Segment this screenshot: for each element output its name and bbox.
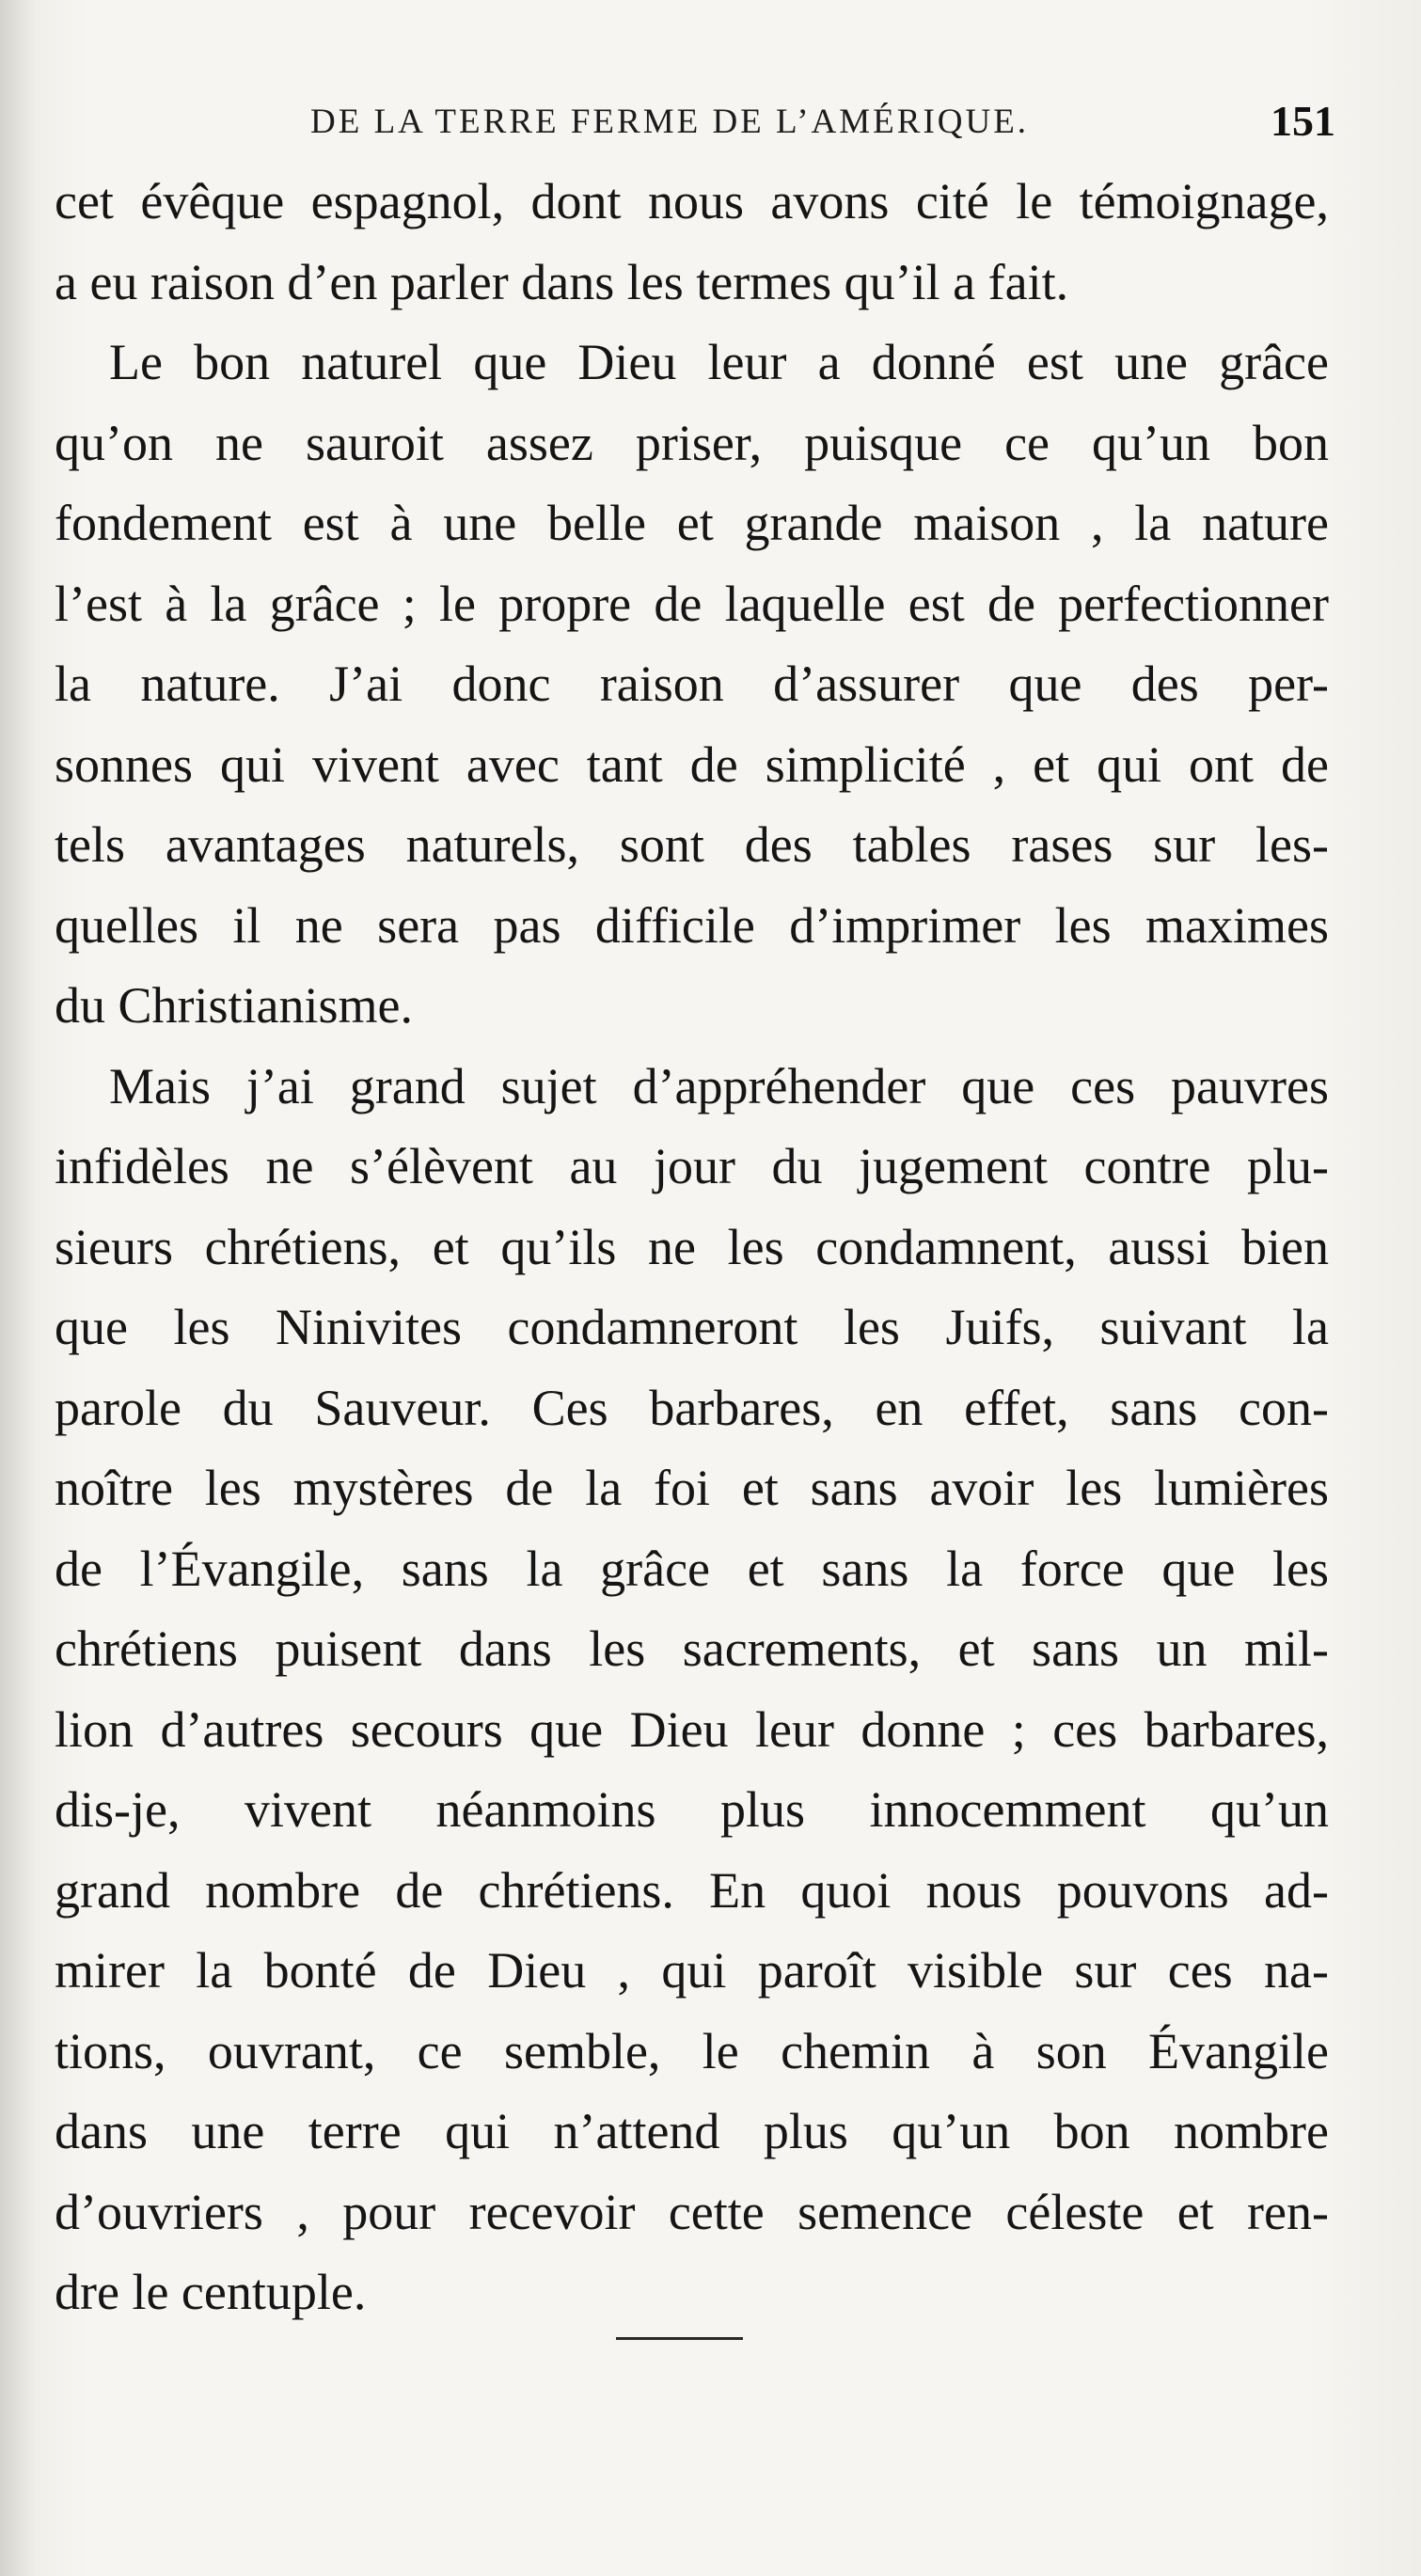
text-line: sieurs chrétiens, et qu’ils ne les condamnent, aussi bien — [55, 1218, 1329, 1275]
page-number: 151 — [1271, 97, 1335, 145]
running-title: DE LA TERRE FERME DE L’AMÉRIQUE. — [310, 103, 1030, 141]
text-line: la nature. J’ai donc raison d’assurer que des per- — [55, 656, 1329, 712]
text-line: de l’Évangile, sans la grâce et sans la force que les — [55, 1540, 1329, 1597]
text-line: tions, ouvrant, ce semble, le chemin à son Évangile — [55, 2022, 1329, 2079]
text-line: du Christianisme. — [55, 977, 413, 1034]
text-line: noître les mystères de la foi et sans avoir les lumières — [55, 1460, 1329, 1516]
text-line: infidèles ne s’élèvent au jour du jugement contre plu- — [55, 1138, 1329, 1194]
text-line: tels avantages naturels, sont des tables rases sur les- — [55, 816, 1329, 873]
text-line: a eu raison d’en parler dans les termes qu’il a fait. — [55, 253, 1069, 310]
binding-shadow — [0, 0, 38, 2576]
text-line: Mais j’ai grand sujet d’appréhender que ces pauvres — [109, 1057, 1329, 1114]
text-line: mirer la bonté de Dieu , qui paroît visible sur ces na- — [55, 1942, 1329, 1999]
section-end-rule — [616, 2337, 743, 2340]
text-line: dans une terre qui n’attend plus qu’un bon nombre — [55, 2103, 1329, 2159]
text-line: lion d’autres secours que Dieu leur donne ; ces barbares, — [55, 1700, 1329, 1758]
text-line: d’ouvriers , pour recevoir cette semence céleste et ren- — [55, 2183, 1329, 2240]
text-line: grand nombre de chrétiens. En quoi nous pouvons ad- — [55, 1861, 1329, 1919]
text-line: l’est à la grâce ; le propre de laquelle est de perfectionner — [55, 575, 1329, 632]
text-line: que les Ninivites condamneront les Juifs, suivant la — [55, 1299, 1329, 1355]
text-line: Le bon naturel que Dieu leur a donné est une grâce — [109, 334, 1329, 390]
text-line: dis-je, vivent néanmoins plus innocemment qu’un — [55, 1781, 1329, 1838]
text-line: quelles il ne sera pas difficile d’imprimer les maximes — [55, 896, 1329, 954]
text-line: fondement est à une belle et grande maison , la nature — [55, 495, 1329, 551]
text-line: sonnes qui vivent avec tant de simplicité , et qui ont de — [55, 735, 1329, 793]
text-line: cet évêque espagnol, dont nous avons cité le témoignage, — [55, 173, 1329, 229]
text-line: dre le centuple. — [55, 2264, 367, 2320]
body-text — [55, 162, 1329, 2333]
text-line: qu’on ne sauroit assez priser, puisque ce qu’un bon — [55, 414, 1329, 471]
text-line: parole du Sauveur. Ces barbares, en effet, sans con- — [55, 1379, 1329, 1436]
text-line: chrétiens puisent dans les sacrements, et sans un mil- — [55, 1620, 1329, 1677]
running-head — [310, 97, 1335, 149]
